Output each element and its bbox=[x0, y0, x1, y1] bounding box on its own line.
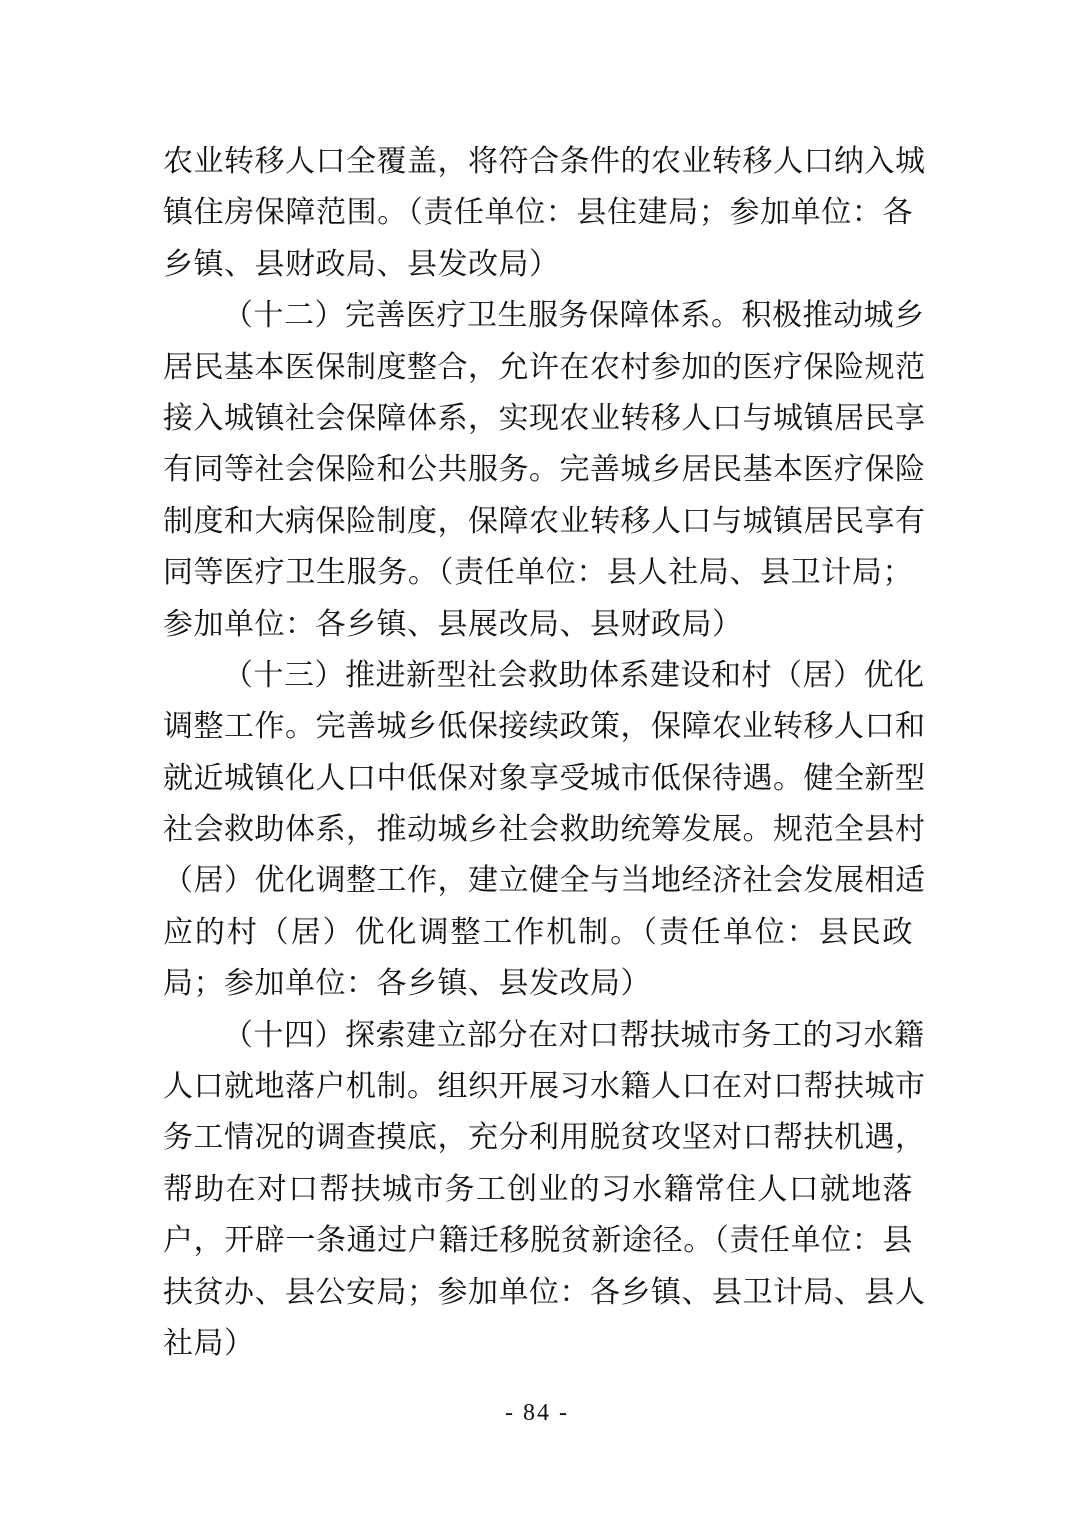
text-line: 社会救助体系，推动城乡社会救助统筹发展。规范全县村 bbox=[163, 812, 926, 848]
text-line: 局；参加单位：各乡镇、县发改局） bbox=[163, 966, 651, 1002]
body-text bbox=[163, 136, 926, 1369]
text-line: 制度和大病保险制度，保障农业转移人口与城镇居民享有 bbox=[163, 503, 926, 539]
text-line: 人口就地落户机制。组织开展习水籍人口在对口帮扶城市 bbox=[163, 1069, 926, 1105]
paragraph-heading-line: （十二）完善医疗卫生服务保障体系。积极推动城乡 bbox=[223, 298, 925, 334]
text-line: 帮助在对口帮扶城市务工创业的习水籍常住人口就地落 bbox=[163, 1171, 913, 1207]
paragraph-heading-line: （十四）探索建立部分在对口帮扶城市务工的习水籍 bbox=[223, 1017, 925, 1053]
text-line: 调整工作。完善城乡低保接续政策，保障农业转移人口和 bbox=[163, 709, 926, 745]
text-line: 参加单位：各乡镇、县展改局、县财政局） bbox=[163, 606, 743, 642]
text-line: 接入城镇社会保障体系，实现农业转移人口与城镇居民享 bbox=[163, 400, 926, 436]
text-line: 乡镇、县财政局、县发改局） bbox=[163, 246, 560, 282]
text-line: （居）优化调整工作，建立健全与当地经济社会发展相适 bbox=[163, 863, 926, 899]
page-number: - 84 - bbox=[505, 1400, 569, 1426]
text-line: 同等医疗卫生服务。（责任单位：县人社局、县卫计局； bbox=[163, 555, 913, 591]
text-line: 农业转移人口全覆盖，将符合条件的农业转移人口纳入城 bbox=[163, 144, 926, 179]
text-line: 务工情况的调查摸底，充分利用脱贫攻坚对口帮扶机遇， bbox=[163, 1120, 926, 1156]
text-line: 社局） bbox=[163, 1325, 255, 1361]
text-line: 扶贫办、县公安局；参加单位：各乡镇、县卫计局、县人 bbox=[163, 1274, 926, 1310]
paragraph-heading-line: （十三）推进新型社会救助体系建设和村（居）优化 bbox=[223, 657, 925, 693]
text-line: 户，开辟一条通过户籍迁移脱贫新途径。（责任单位：县 bbox=[163, 1223, 913, 1259]
text-line: 居民基本医保制度整合，允许在农村参加的医疗保险规范 bbox=[163, 349, 926, 385]
text-line: 镇住房保障范围。（责任单位：县住建局；参加单位：各 bbox=[163, 195, 913, 231]
text-line: 应的村（居）优化调整工作机制。（责任单位：县民政 bbox=[163, 914, 913, 950]
text-line: 有同等社会保险和公共服务。完善城乡居民基本医疗保险 bbox=[163, 452, 926, 488]
text-line: 就近城镇化人口中低保对象享受城市低保待遇。健全新型 bbox=[163, 760, 926, 796]
